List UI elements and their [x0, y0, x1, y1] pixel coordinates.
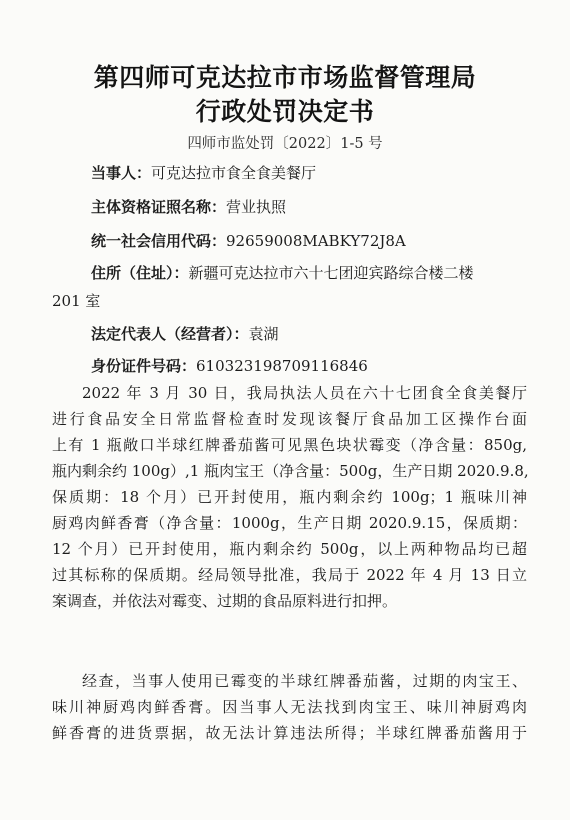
- id-number-label: 身份证件号码：: [91, 357, 197, 375]
- id-number-value: 610323198709116846: [196, 357, 368, 375]
- document-title-line2: 行政处罚决定书: [195, 97, 375, 126]
- license-label: 主体资格证照名称：: [91, 198, 227, 216]
- paragraph-line: 案调查，并依法对霉变、过期的食品原料进行扣押。: [52, 592, 398, 610]
- party-name-label: 当事人：: [91, 164, 152, 182]
- paragraph-line: 12 个月）已开封使用，瓶内剩余约 500g，以上两种物品均已超: [52, 540, 527, 558]
- paragraph-line: 味川神厨鸡肉鲜香膏。因当事人无法找到肉宝王、味川神厨鸡肉: [52, 698, 527, 716]
- paragraph-line: 过其标称的保质期。经局领导批准，我局于 2022 年 4 月 13 日立: [52, 566, 527, 584]
- license-row: [0, 196, 570, 217]
- party-name-value: 可克达拉市食全食美餐厅: [151, 164, 317, 182]
- address-value-line2: 201 室: [52, 292, 101, 310]
- id-number-row: [0, 355, 570, 376]
- paragraph-line: 厨鸡肉鲜香膏（净含量：1000g，生产日期 2020.9.15，保质期：: [52, 514, 527, 532]
- document-number: 四师市监处罚〔2022〕1-5 号: [187, 136, 383, 152]
- paragraph-line: 进行食品安全日常监督检查时发现该餐厅食品加工区操作台面: [52, 410, 527, 428]
- credit-code-row: [0, 230, 570, 251]
- document-title-line1: 第四师可克达拉市市场监督管理局: [93, 63, 477, 92]
- legal-rep-label: 法定代表人（经营者）：: [91, 325, 249, 343]
- paragraph-line: 瓶内剩余约 100g）,1 瓶肉宝王（净含量：500g，生产日期 2020.9.8,: [52, 462, 529, 480]
- paragraph-line: 上有 1 瓶敞口半球红牌番茄酱可见黑色块状霉变（净含量：850g,: [52, 436, 527, 454]
- legal-rep-row: [0, 323, 570, 344]
- address-label: 住所（住址）：: [91, 264, 189, 282]
- address-row: [0, 262, 570, 283]
- credit-code-value: 92659008MABKY72J8A: [226, 232, 406, 250]
- license-value: 营业执照: [226, 198, 287, 216]
- legal-rep-value: 袁湖: [248, 325, 279, 343]
- paragraph-line: 保质期：18 个月）已开封使用，瓶内剩余约 100g；1 瓶味川神: [52, 488, 527, 506]
- credit-code-label: 统一社会信用代码：: [91, 232, 227, 250]
- paragraph-line: 经查，当事人使用已霉变的半球红牌番茄酱，过期的肉宝王、: [82, 672, 527, 690]
- paragraph-investigation-findings: [52, 668, 527, 746]
- address-continuation-row: [0, 290, 570, 311]
- paragraph-line: 鲜香膏的进货票据，故无法计算违法所得；半球红牌番茄酱用于: [52, 724, 527, 742]
- paragraph-line: 2022 年 3 月 30 日，我局执法人员在六十七团食全食美餐厅: [82, 384, 527, 402]
- party-name-row: [0, 162, 570, 183]
- address-value-line1: 新疆可克达拉市六十七团迎宾路综合楼二楼: [188, 264, 474, 282]
- paragraph-inspection-facts: [52, 380, 527, 614]
